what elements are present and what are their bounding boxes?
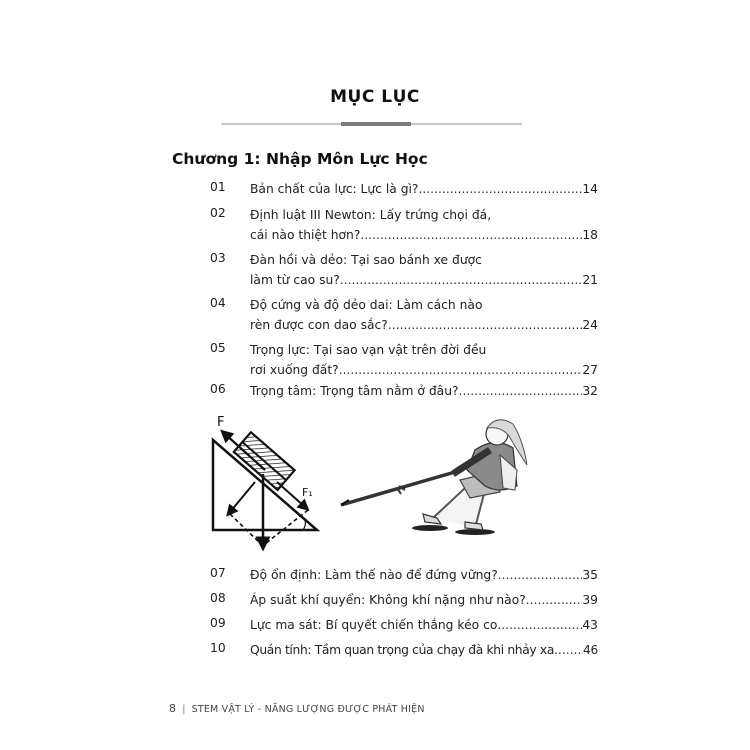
force-label: F	[217, 415, 225, 430]
entry-page: 35	[582, 568, 598, 582]
leader-dots	[388, 315, 583, 335]
leader-dots	[360, 225, 582, 245]
entry-title: Độ cứng và độ dẻo dai: Làm cách nào rèn được con dao sắc? ..... 24	[250, 295, 598, 335]
entry-page: 39	[582, 593, 598, 607]
chapter-heading: Chương 1: Nhập Môn Lực Học	[172, 150, 428, 168]
entry-page: 32	[582, 384, 598, 398]
entry-title: Trọng tâm: Trọng tâm nằm ở đâu? ..... 32	[250, 381, 598, 401]
page-footer	[169, 702, 425, 715]
title-divider-accent	[341, 122, 411, 126]
entry-page: 24	[582, 318, 598, 332]
entry-title: Định luật III Newton: Lấy trứng chọi đá, cái nào thiệt hơn? ..... 18	[250, 205, 598, 245]
leader-dots	[554, 640, 583, 660]
entry-number: 09	[210, 616, 226, 630]
entry-title: Trọng lực: Tại sao vạn vật trên đời đều rơi xuống đất? ..... 27	[250, 340, 598, 380]
leader-dots	[497, 615, 582, 635]
incline-force-diagram	[205, 412, 325, 552]
entry-page: 21	[582, 273, 598, 287]
entry-title: Lực ma sát: Bí quyết chiến thắng kéo co ..... 43	[250, 615, 598, 635]
entry-number: 02	[210, 206, 226, 220]
entry-title: Độ ổn định: Làm thế nào để đứng vững? ..... 35	[250, 565, 598, 585]
friction-label: F₁	[302, 486, 313, 499]
entry-page: 46	[583, 643, 598, 657]
entry-page: 18	[582, 228, 598, 242]
entry-number: 07	[210, 566, 226, 580]
entry-number: 08	[210, 591, 226, 605]
tug-of-war-illustration	[335, 410, 530, 535]
entry-number: 06	[210, 382, 226, 396]
page-title: MỤC LỤC	[330, 87, 420, 107]
leader-dots	[526, 590, 583, 610]
leader-dots	[418, 179, 582, 199]
entry-number: 04	[210, 296, 226, 310]
entry-title: Đàn hồi và dẻo: Tại sao bánh xe được làm từ cao su? ..... 21	[250, 250, 598, 290]
entry-number: 05	[210, 341, 226, 355]
footer-page-number: 8	[169, 702, 177, 715]
entry-page: 27	[582, 363, 598, 377]
entry-number: 01	[210, 180, 226, 194]
leader-dots	[340, 270, 583, 290]
leader-dots	[459, 381, 583, 401]
leader-dots	[498, 565, 583, 585]
entry-title: Quán tính: Tầm quan trọng của chạy đà khi nhảy xa ..... 46	[250, 640, 598, 660]
entry-title: Áp suất khí quyển: Không khí nặng như nào? ..... 39	[250, 590, 598, 610]
entry-page: 14	[582, 182, 598, 196]
entry-number: 10	[210, 641, 226, 655]
entry-title: Bản chất của lực: Lực là gì? ..... 14	[250, 179, 598, 199]
leader-dots	[339, 360, 583, 380]
footer-book-title: STEM VẬT LÝ - NĂNG LƯỢNG ĐƯỢC PHÁT HIỆN	[191, 704, 425, 715]
entry-number: 03	[210, 251, 226, 265]
entry-page: 43	[582, 618, 598, 632]
footer-separator: |	[182, 704, 186, 715]
